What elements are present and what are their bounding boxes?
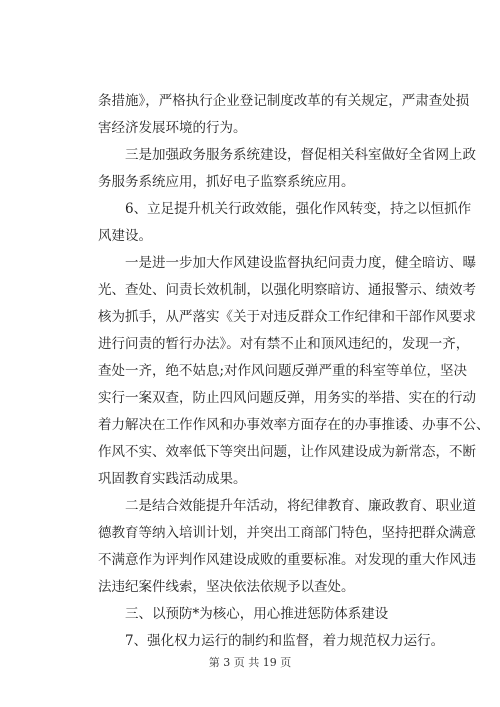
text-line: 光、查处、问责长效机制，以强化明察暗访、通报警示、绩效考 — [98, 282, 476, 298]
text-line: 务服务系统应用，抓好电子监察系统应用。 — [98, 174, 355, 190]
text-line: 巩固教育实践活动成果。 — [98, 471, 247, 487]
text-line: 三是加强政务服务系统建设，督促相关科室做好全省网上政 — [125, 147, 476, 163]
text-line: 作风不实、效率低下等突出问题，让作风建设成为新常态，不断 — [98, 444, 476, 460]
text-line: 条措施》，严格执行企业登记制度改革的有关规定，严肃查处损 — [98, 93, 470, 109]
text-line: 害经济发展环境的行为。 — [98, 120, 247, 136]
text-line: 着力解决在工作作风和办事效率方面存在的办事推诿、办事不公、 — [98, 417, 490, 433]
document-body — [98, 88, 490, 655]
text-line: 二是结合效能提升年活动，将纪律教育、廉政教育、职业道 — [125, 498, 476, 514]
text-line: 一是进一步加大作风建设监督执纪问责力度，健全暗访、曝 — [125, 255, 476, 271]
text-line: 进行问责的暂行办法》。对有禁不止和顶风违纪的，发现一齐， — [98, 336, 470, 352]
text-line: 不满意作为评判作风建设成败的重要标准。对发现的重大作风违 — [98, 552, 476, 568]
text-line: 德教育等纳入培训计划，并突出工商部门特色，坚持把群众满意 — [98, 525, 476, 541]
paragraph — [98, 88, 470, 142]
text-line: 7、强化权力运行的制约和监督，着力规范权力运行。 — [125, 633, 445, 649]
paragraph — [98, 196, 472, 250]
paragraph — [98, 601, 428, 628]
text-line: 实行一案双查，防止四风问题反弹，用务实的举措、实在的行动 — [98, 390, 476, 406]
page-number-footer: 第 3 页 共 19 页 — [208, 656, 292, 669]
text-line: 6、立足提升机关行政效能，强化作风转变，持之以恒抓作 — [125, 201, 472, 217]
section-heading: 三、以预防*为核心，用心推进惩防体系建设 — [125, 606, 389, 622]
paragraph — [98, 493, 476, 601]
text-line: 法违纪案件线索，坚决依法依规予以查处。 — [98, 579, 355, 595]
text-line: 查处一齐，绝不姑息;对作风问题反弹严重的科室等单位，坚决 — [98, 363, 468, 379]
paragraph — [98, 250, 490, 493]
paragraph — [98, 142, 476, 196]
text-line: 风建设。 — [98, 228, 152, 244]
paragraph — [98, 628, 445, 655]
text-line: 核为抓手，从严落实《关于对违反群众工作纪律和干部作风要求 — [98, 309, 476, 325]
